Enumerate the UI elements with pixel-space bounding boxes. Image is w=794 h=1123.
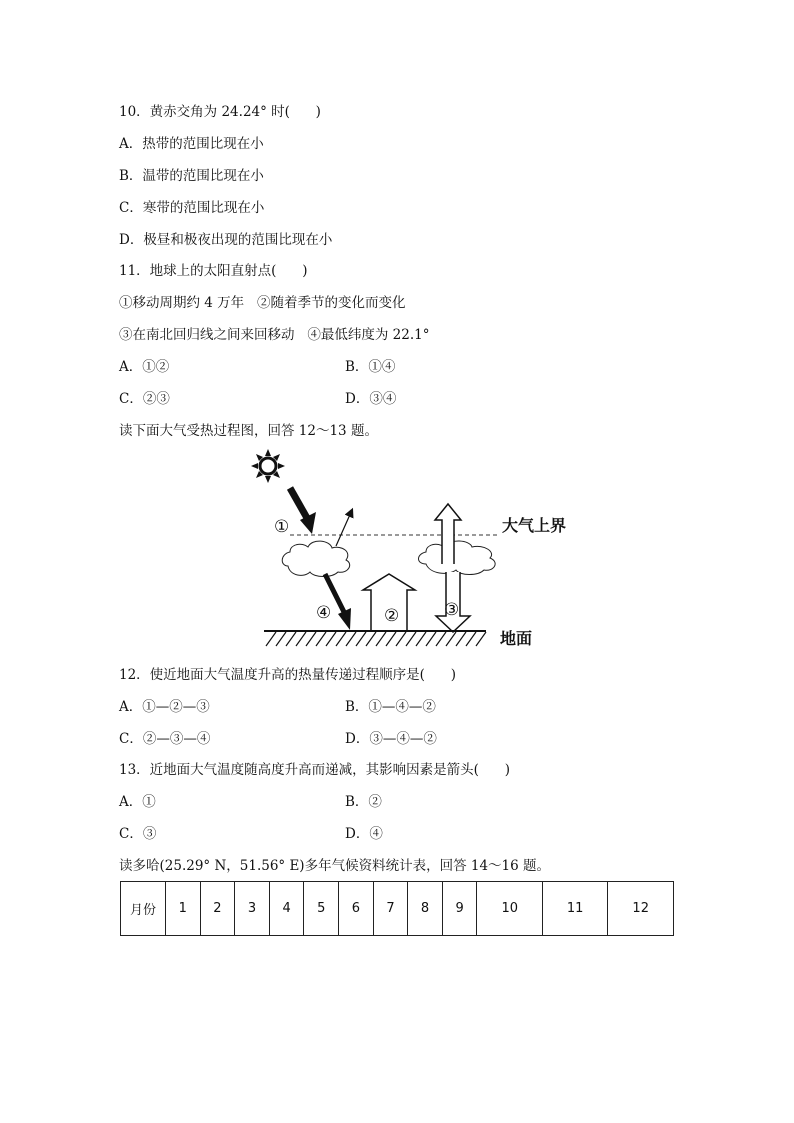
q12-option-b: B．①—④—② bbox=[345, 699, 436, 715]
q12-option-d: D．③—④—② bbox=[345, 731, 437, 747]
q12-stem: 12．使近地面大气温度升高的热量传递过程顺序是( ) bbox=[119, 667, 456, 683]
table-cell: 2 bbox=[200, 882, 235, 936]
table-header-month: 月份 bbox=[121, 882, 166, 936]
ground-label: 地面 bbox=[500, 629, 533, 648]
q11-statements-1: ①移动周期约 4 万年 ②随着季节的变化而变化 bbox=[119, 295, 406, 311]
reflected-arrow bbox=[336, 510, 352, 546]
intro-12-13: 读下面大气受热过程图，回答 12～13 题。 bbox=[119, 423, 378, 439]
q12-option-c: C．②—③—④ bbox=[119, 731, 211, 747]
q10-option-d: D．极昼和极夜出现的范围比现在小 bbox=[119, 232, 333, 248]
table-cell: 4 bbox=[269, 882, 304, 936]
table-cell: 7 bbox=[373, 882, 408, 936]
q12-option-a: A．①—②—③ bbox=[119, 699, 210, 715]
q10-option-b: B．温带的范围比现在小 bbox=[119, 168, 264, 184]
table-cell: 6 bbox=[339, 882, 374, 936]
q11-option-b: B．①④ bbox=[345, 359, 396, 375]
table-cell: 3 bbox=[235, 882, 270, 936]
table-row bbox=[121, 882, 674, 936]
label-3: ③ bbox=[444, 600, 460, 620]
left-cloud bbox=[282, 541, 349, 576]
table-cell: 11 bbox=[542, 882, 607, 936]
table-cell: 5 bbox=[304, 882, 339, 936]
q11-option-c: C．②③ bbox=[119, 391, 170, 407]
intro-14-16: 读多哈(25.29° N，51.56° E)多年气候资料统计表，回答 14～16 题。 bbox=[119, 858, 551, 874]
table-cell: 12 bbox=[608, 882, 674, 936]
q13-stem: 13．近地面大气温度随高度升高而递减，其影响因素是箭头( ) bbox=[119, 762, 510, 778]
ground-hatching bbox=[266, 632, 486, 646]
q11-option-a: A．①② bbox=[119, 359, 170, 375]
q10-option-c: C．寒带的范围比现在小 bbox=[119, 200, 265, 216]
solar-radiation-arrow bbox=[290, 488, 316, 534]
right-cloud bbox=[419, 541, 496, 575]
table-cell: 9 bbox=[442, 882, 477, 936]
climate-table bbox=[120, 881, 674, 936]
q13-option-c: C．③ bbox=[119, 826, 157, 842]
sun-icon bbox=[251, 449, 285, 483]
table-cell: 10 bbox=[477, 882, 542, 936]
q10-stem: 10．黄赤交角为 24.24° 时( ) bbox=[119, 104, 321, 120]
q11-stem: 11．地球上的太阳直射点( ) bbox=[119, 263, 308, 279]
q11-option-d: D．③④ bbox=[345, 391, 397, 407]
label-4: ④ bbox=[316, 603, 332, 623]
label-2: ② bbox=[384, 606, 400, 626]
q13-option-b: B．② bbox=[345, 794, 382, 810]
table-cell: 1 bbox=[166, 882, 201, 936]
q10-option-a: A．热带的范围比现在小 bbox=[119, 136, 264, 152]
atmosphere-heating-diagram bbox=[250, 448, 590, 648]
q13-option-a: A．① bbox=[119, 794, 156, 810]
q11-statements-2: ③在南北回归线之间来回移动 ④最低纬度为 22.1° bbox=[119, 327, 430, 343]
table-cell: 8 bbox=[408, 882, 443, 936]
upper-atmosphere-label: 大气上界 bbox=[502, 516, 567, 535]
label-1: ① bbox=[274, 517, 290, 537]
q13-option-d: D．④ bbox=[345, 826, 383, 842]
